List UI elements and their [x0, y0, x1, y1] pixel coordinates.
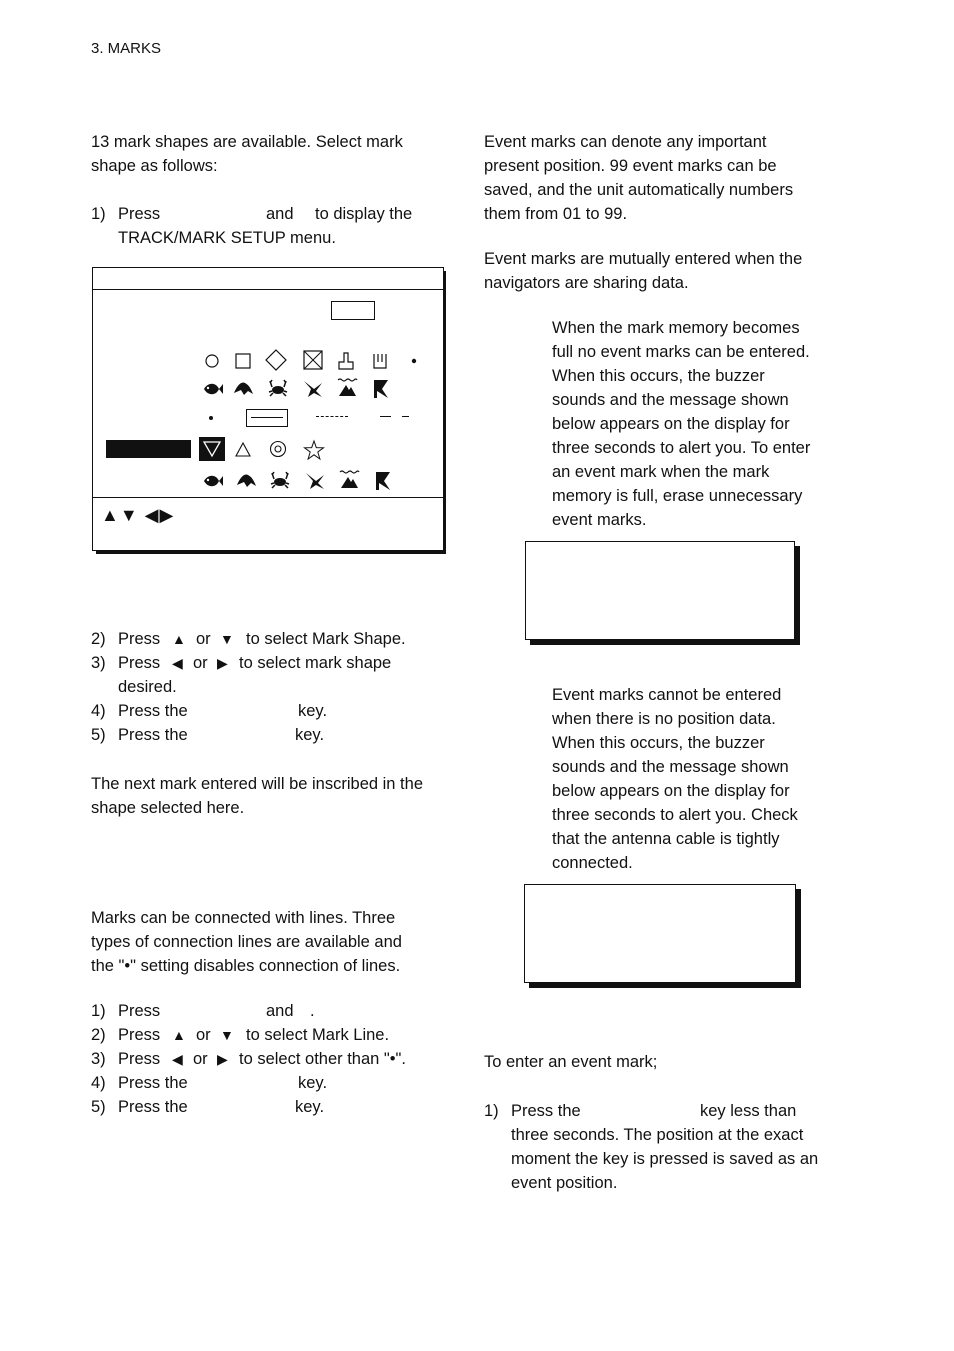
step-text: to select Mark Shape.: [246, 630, 406, 648]
paragraph-line: The next mark entered will be inscribed in the: [91, 775, 423, 793]
whale-icon[interactable]: [232, 377, 254, 399]
step-text: moment the key is pressed is saved as an: [511, 1150, 819, 1168]
note-line: connected.: [552, 854, 633, 872]
step-text: TRACK/MARK SETUP menu.: [118, 229, 336, 247]
menu-value-box: [331, 301, 375, 320]
step-number: 3): [91, 654, 106, 672]
step-text: Press the: [118, 1074, 188, 1092]
fish-icon[interactable]: [202, 378, 224, 400]
note-line: When the mark memory becomes: [552, 319, 800, 337]
paragraph-line: To enter an event mark;: [484, 1053, 658, 1071]
no-position-message-box: [524, 884, 796, 983]
diamond-icon[interactable]: [265, 349, 287, 371]
step-text: Press the: [118, 726, 188, 744]
long-dash-line-segment: [402, 416, 409, 417]
step-text: and: [266, 1002, 294, 1020]
step-text: Press the: [118, 1098, 188, 1116]
step-number: 1): [484, 1102, 499, 1120]
paragraph-line: shape selected here.: [91, 799, 245, 817]
anchor-post-icon[interactable]: [335, 350, 357, 372]
note-line: When this occurs, the buzzer: [552, 734, 765, 752]
paragraph-line: navigators are sharing data.: [484, 274, 689, 292]
down-arrow-icon: ▼: [220, 1027, 234, 1043]
right-arrow-icon: ▶: [217, 1051, 228, 1067]
note-line: below appears on the display for: [552, 415, 790, 433]
left-arrow-icon: ◀: [172, 1051, 183, 1067]
step-text: or: [196, 630, 211, 648]
step-text: Press: [118, 1026, 161, 1044]
menu-title-divider: [93, 289, 443, 290]
step-text: and: [266, 205, 294, 223]
whale-icon[interactable]: [235, 469, 257, 491]
dot-icon[interactable]: [403, 350, 425, 372]
paragraph-line: types of connection lines are available and: [91, 933, 402, 951]
paragraph-line: saved, and the unit automatically numbers: [484, 181, 794, 199]
paragraph-line: Event marks can denote any important: [484, 133, 767, 151]
step-text: Press: [118, 1002, 161, 1020]
note-line: an event mark when the mark: [552, 463, 770, 481]
note-line: when there is no position data.: [552, 710, 776, 728]
section-header: 3. MARKS: [91, 40, 162, 57]
step-text: to display the: [315, 205, 413, 223]
step-text: three seconds. The position at the exact: [511, 1126, 804, 1144]
step-text: Press the: [511, 1102, 581, 1120]
wreck-icon[interactable]: [336, 376, 358, 398]
paragraph-line: the "•" setting disables connection of lines.: [91, 957, 401, 975]
step-text: desired.: [118, 678, 177, 696]
step-number: 4): [91, 702, 106, 720]
note-line: full no event marks can be entered.: [552, 343, 810, 361]
fish-icon[interactable]: [202, 470, 224, 492]
note-line: that the antenna cable is tightly: [552, 830, 780, 848]
double-circle-icon[interactable]: [267, 438, 289, 460]
step-number: 5): [91, 726, 106, 744]
step-text: to select other than "•".: [239, 1050, 406, 1068]
step-text: or: [193, 1050, 208, 1068]
paragraph-line: Event marks are mutually entered when the: [484, 250, 803, 268]
step-text: Press: [118, 654, 161, 672]
buoy-icon[interactable]: [369, 350, 391, 372]
arrow-keys-hint: ▲▼ ◀▶: [101, 505, 175, 525]
note-line: sounds and the message shown: [552, 391, 789, 409]
paragraph-line: Marks can be connected with lines. Three: [91, 909, 396, 927]
crab-icon[interactable]: [269, 469, 291, 491]
intro-line-2: shape as follows:: [91, 157, 218, 175]
step-text: key.: [295, 1098, 325, 1116]
triangle-icon[interactable]: [232, 439, 254, 461]
step-text: Press: [118, 205, 161, 223]
step-text: or: [193, 654, 208, 672]
square-icon[interactable]: [232, 350, 254, 372]
step-number: 2): [91, 1026, 106, 1044]
line-dot-icon[interactable]: [200, 407, 222, 429]
note-line: below appears on the display for: [552, 782, 790, 800]
solid-line-option[interactable]: [246, 409, 288, 427]
step-text: key.: [298, 1074, 328, 1092]
paragraph-line: present position. 99 event marks can be: [484, 157, 777, 175]
step-text: .: [310, 1002, 315, 1020]
right-arrow-icon: ▶: [217, 655, 228, 671]
note-line: When this occurs, the buzzer: [552, 367, 765, 385]
note-line: three seconds to alert you. To enter: [552, 439, 811, 457]
bird-icon[interactable]: [304, 469, 326, 491]
highlighted-menu-item[interactable]: [106, 440, 191, 458]
step-text: key.: [298, 702, 328, 720]
bird-icon[interactable]: [302, 377, 324, 399]
step-number: 1): [91, 205, 106, 223]
selected-inverted-triangle-icon[interactable]: [199, 437, 225, 461]
crab-icon[interactable]: [267, 377, 289, 399]
memory-full-message-box: [525, 541, 795, 640]
dashed-line-option[interactable]: [316, 416, 348, 417]
note-line: sounds and the message shown: [552, 758, 789, 776]
left-arrow-icon: ◀: [172, 655, 183, 671]
note-line: three seconds to alert you. Check: [552, 806, 798, 824]
step-number: 4): [91, 1074, 106, 1092]
note-line: Event marks cannot be entered: [552, 686, 782, 704]
menu-footer-divider: [93, 497, 443, 498]
step-number: 1): [91, 1002, 106, 1020]
flag-icon[interactable]: [370, 378, 392, 400]
step-text: Press: [118, 1050, 161, 1068]
note-line: memory is full, erase unnecessary: [552, 487, 803, 505]
step-text: event position.: [511, 1174, 618, 1192]
intro-line-1: 13 mark shapes are available. Select mark: [91, 133, 403, 151]
step-text: key less than: [700, 1102, 797, 1120]
step-text: Press the: [118, 702, 188, 720]
down-arrow-icon: ▼: [220, 631, 234, 647]
long-dash-line-option[interactable]: [380, 416, 391, 417]
step-text: Press: [118, 630, 161, 648]
step-number: 3): [91, 1050, 106, 1068]
star-icon[interactable]: [303, 439, 325, 461]
step-number: 5): [91, 1098, 106, 1116]
step-text: or: [196, 1026, 211, 1044]
step-text: to select Mark Line.: [246, 1026, 390, 1044]
step-text: to select mark shape: [239, 654, 392, 672]
step-text: key.: [295, 726, 325, 744]
circle-icon[interactable]: [201, 350, 223, 372]
up-arrow-icon: ▲: [172, 631, 186, 647]
flag-icon[interactable]: [372, 470, 394, 492]
wreck-icon[interactable]: [338, 468, 360, 490]
paragraph-line: them from 01 to 99.: [484, 205, 628, 223]
up-arrow-icon: ▲: [172, 1027, 186, 1043]
note-line: event marks.: [552, 511, 647, 529]
x-box-icon[interactable]: [302, 349, 324, 371]
step-number: 2): [91, 630, 106, 648]
